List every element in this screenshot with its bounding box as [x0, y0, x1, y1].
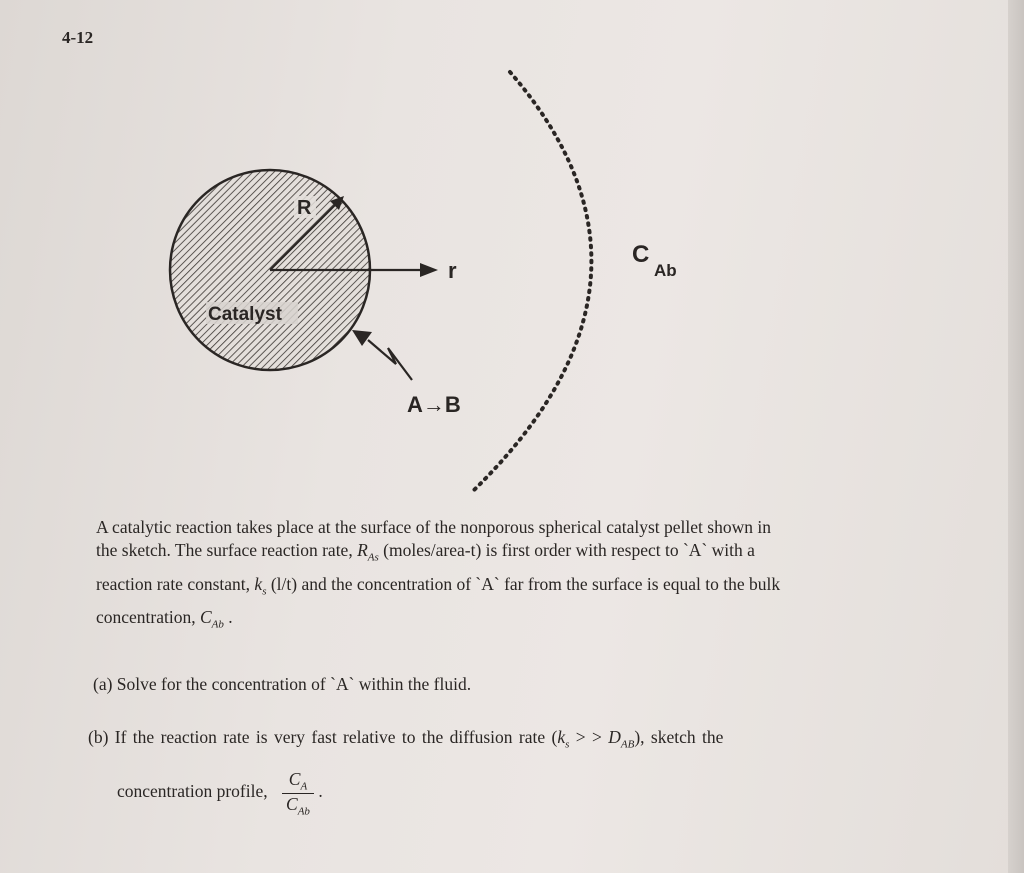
zigzag-arrowhead	[352, 330, 372, 346]
part-b-question: (b) If the reaction rate is very fast relative to the diffusion rate ($k_s$ > > $D_{AB}$), sketch the	[88, 727, 724, 751]
concentration-ratio	[282, 769, 314, 817]
bulk-concentration-subscript: Ab	[654, 261, 677, 280]
concentration-profile-label: concentration profile,	[117, 781, 268, 802]
problem-line-3: reaction rate constant, $k_s$ (l/t) and the concentration of `A` far from the surface is equal to the bulk	[96, 573, 781, 598]
problem-line-1: A catalytic reaction takes place at the surface of the nonporous spherical catalyst pellet shown in	[96, 517, 771, 537]
problem-statement	[96, 516, 911, 632]
problem-line-4: concentration, $C_{Ab}$ .	[96, 607, 233, 631]
concentration-profile-line	[117, 769, 323, 817]
ratio-numerator: $C_A$	[282, 769, 314, 794]
page-number: 4-12	[62, 28, 94, 47]
part-a-question: (a) Solve for the concentration of `A` within the fluid.	[93, 674, 472, 694]
ratio-denominator: $C_{Ab}$	[286, 793, 310, 817]
concentration-end-period: .	[318, 781, 323, 802]
r-label: r	[448, 258, 457, 283]
catalyst-label: Catalyst	[208, 304, 282, 325]
bulk-concentration-label: C	[632, 241, 650, 268]
reaction-label: A→B	[407, 392, 461, 417]
zigzag-arrow	[368, 340, 412, 380]
r-axis-arrowhead	[420, 263, 438, 277]
problem-line-2: the sketch. The surface reaction rate, $R_{As}$ (moles/area-t) is first order with respect to `A` with a	[96, 539, 755, 564]
bulk-boundary-arc	[472, 72, 591, 492]
radius-label: R	[297, 197, 312, 219]
